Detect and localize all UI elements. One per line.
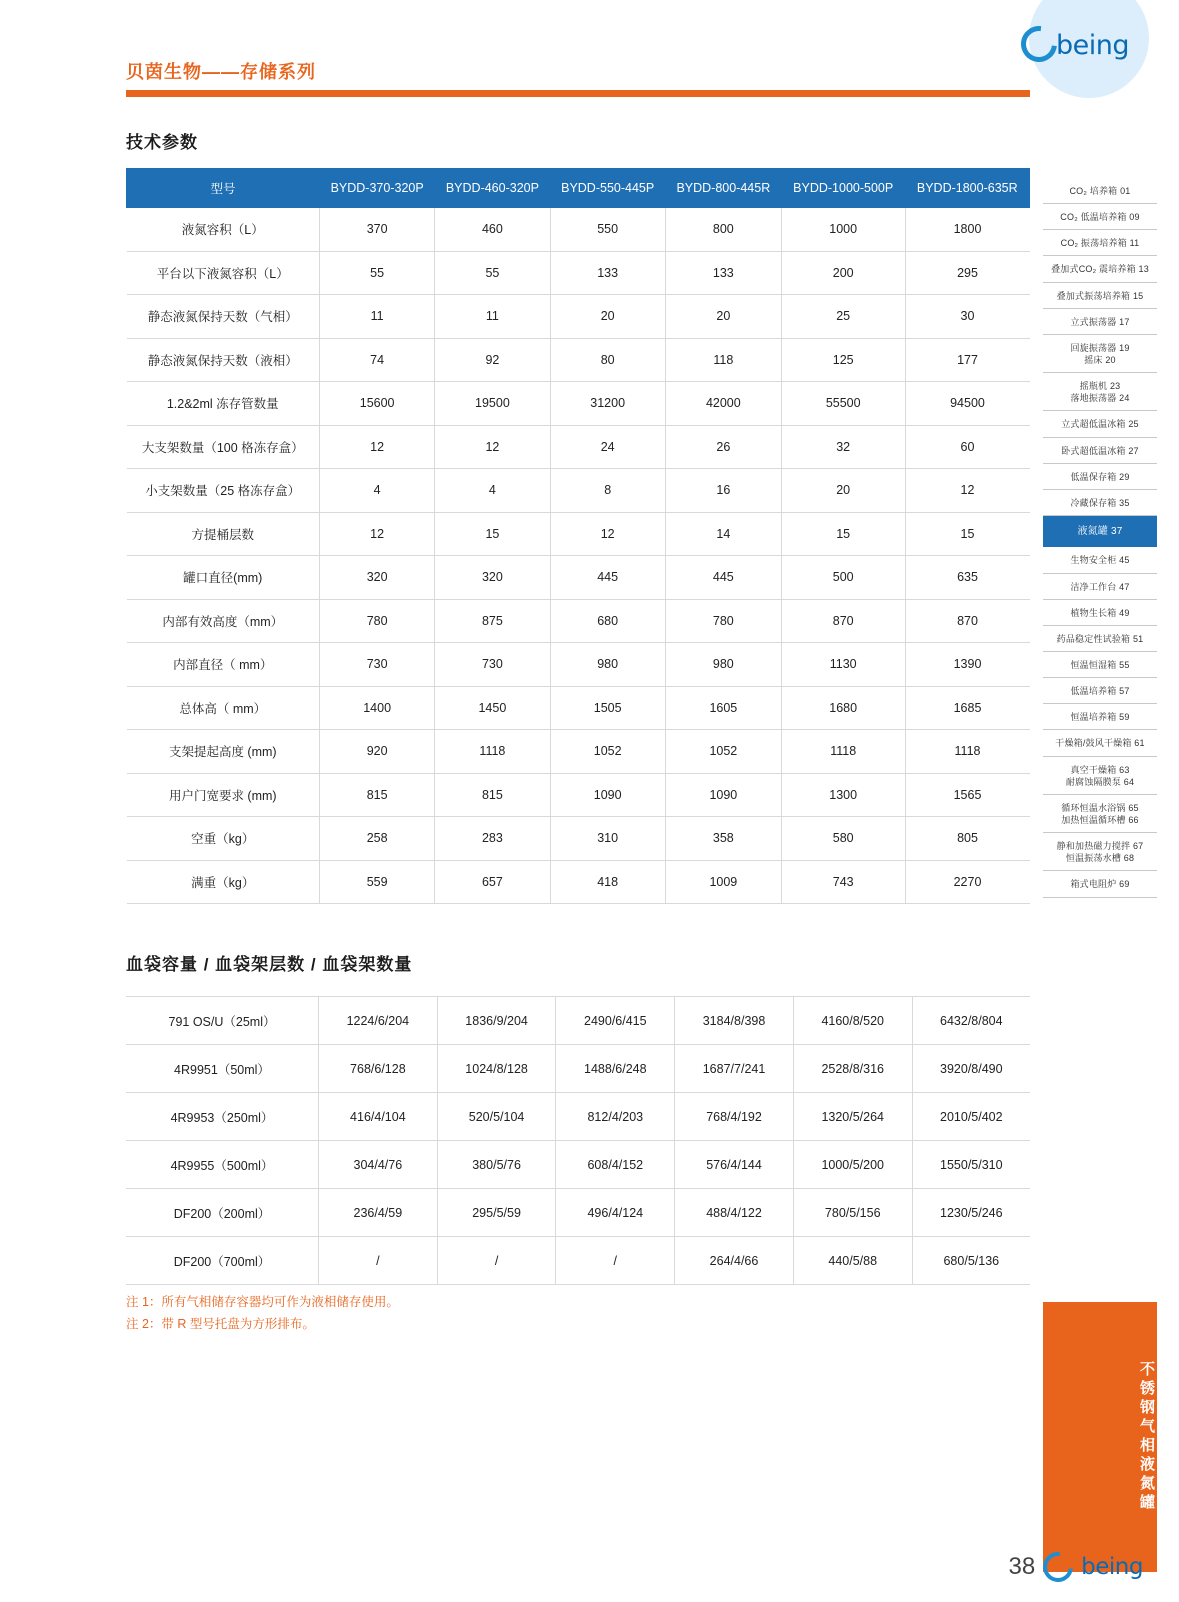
bloodbag-section-title: 血袋容量 / 血袋架层数 / 血袋架数量 [126,955,413,974]
row-value: 1000 [781,208,905,252]
row-value: 680 [550,599,665,643]
row-value: 25 [781,295,905,339]
table-row [126,1141,1030,1189]
rail-item-0[interactable] [1043,178,1157,204]
row-value: 304/4/76 [319,1141,438,1189]
row-value: 815 [320,773,435,817]
row-value: 3184/8/398 [675,997,794,1045]
rail-item-label: 循环恒温水浴锅 65 [1061,802,1139,813]
table-row [126,1189,1030,1237]
row-value: 177 [905,338,1030,382]
rail-item-7[interactable] [1043,373,1157,411]
row-label: 4R9951（50ml） [126,1045,319,1093]
row-value: 1800 [905,208,1030,252]
row-value: 1320/5/264 [793,1093,912,1141]
page-number: 38 [1008,1553,1036,1580]
row-label: 4R9953（250ml） [126,1093,319,1141]
rail-item-5[interactable] [1043,309,1157,335]
table-row [127,556,1030,600]
row-value: 20 [550,295,665,339]
table-row [127,295,1030,339]
row-label: 用户门宽要求 (mm) [127,773,320,817]
rail-item-label: 立式振荡器 17 [1070,316,1130,327]
row-value: 1024/8/128 [437,1045,556,1093]
rail-item-label: 静和加热磁力搅拌 67 [1056,841,1144,852]
rail-item-label: 回旋振荡器 19 [1070,342,1130,353]
rail-item-label: CO₂ 低温培养箱 09 [1060,212,1140,223]
footer-wordmark: being [1081,1554,1143,1580]
table-row [127,599,1030,643]
row-value: 118 [665,338,781,382]
row-value: 875 [435,599,550,643]
row-value: 60 [905,425,1030,469]
row-value: 815 [435,773,550,817]
row-value: 12 [905,469,1030,513]
row-value: 320 [320,556,435,600]
rail-item-14[interactable] [1043,574,1157,600]
row-value: 768/6/128 [319,1045,438,1093]
row-value: 80 [550,338,665,382]
row-value: 320 [435,556,550,600]
row-value: 24 [550,425,665,469]
rail-item-label: 箱式电阻炉 69 [1070,879,1130,890]
table-row [127,208,1030,252]
rail-item-9[interactable] [1043,438,1157,464]
row-value: 1052 [665,730,781,774]
rail-item-13[interactable] [1043,547,1157,573]
notes-block [126,1292,399,1336]
row-value: 500 [781,556,905,600]
row-value: 1052 [550,730,665,774]
row-value: 445 [665,556,781,600]
row-value: 980 [665,643,781,687]
row-value: 1565 [905,773,1030,817]
row-label: 总体高（ mm） [127,686,320,730]
row-value: 550 [550,208,665,252]
row-value: 440/5/88 [793,1237,912,1285]
row-value: 258 [320,817,435,861]
page-footer [1008,1532,1143,1602]
row-label: 小支架数量（25 格冻存盒） [127,469,320,513]
page-title: 贝茵生物——存储系列 [126,62,316,82]
row-value: 576/4/144 [675,1141,794,1189]
row-value: 94500 [905,382,1030,426]
category-index-rail [1043,178,1157,898]
specs-section-title: 技术参数 [126,133,198,152]
rail-item-3[interactable] [1043,256,1157,282]
rail-item-23[interactable] [1043,833,1157,871]
specs-header-cell: BYDD-1000-500P [781,169,905,208]
row-value: 780/5/156 [793,1189,912,1237]
table-row [126,1045,1030,1093]
row-value: 870 [781,599,905,643]
row-value: 30 [905,295,1030,339]
row-value: 283 [435,817,550,861]
row-value: 4 [320,469,435,513]
row-value: 133 [665,251,781,295]
rail-item-label: CO₂ 振荡培养箱 11 [1060,238,1140,249]
table-header-row [127,169,1030,208]
bloodbag-table [126,996,1030,1285]
rail-item-label: 落地振荡器 24 [1070,393,1130,404]
row-value: 2528/8/316 [793,1045,912,1093]
rail-item-1[interactable] [1043,204,1157,230]
row-label: 1.2&2ml 冻存管数量 [127,382,320,426]
row-value: 370 [320,208,435,252]
rail-item-label: 立式超低温冰箱 25 [1061,419,1139,430]
row-value: 1090 [550,773,665,817]
row-value: 12 [320,425,435,469]
row-label: 791 OS/U（25ml） [126,997,319,1045]
specs-header-cell: BYDD-370-320P [320,169,435,208]
row-value: / [556,1237,675,1285]
row-label: 4R9955（500ml） [126,1141,319,1189]
row-value: 780 [665,599,781,643]
table-row [127,512,1030,556]
row-value: 11 [320,295,435,339]
specs-header-cell: BYDD-800-445R [665,169,781,208]
row-value: 14 [665,512,781,556]
row-value: 1680 [781,686,905,730]
table-row [127,730,1030,774]
rail-item-10[interactable] [1043,464,1157,490]
row-value: 460 [435,208,550,252]
row-value: 1605 [665,686,781,730]
row-value: 8 [550,469,665,513]
row-value: / [437,1237,556,1285]
row-value: 1687/7/241 [675,1045,794,1093]
row-label: 空重（kg） [127,817,320,861]
row-value: 2270 [905,860,1030,904]
row-value: 310 [550,817,665,861]
row-value: 92 [435,338,550,382]
row-label: DF200（200ml） [126,1189,319,1237]
rail-item-label: 低温培养箱 57 [1070,686,1130,697]
row-value: 418 [550,860,665,904]
table-row [127,425,1030,469]
rail-item-label: 药品稳定性试验箱 51 [1056,633,1144,644]
row-value: 295 [905,251,1030,295]
specs-header-cell: BYDD-1800-635R [905,169,1030,208]
row-value: / [319,1237,438,1285]
row-value: 1130 [781,643,905,687]
row-label: 大支架数量（100 格冻存盒） [127,425,320,469]
row-value: 635 [905,556,1030,600]
row-value: 1685 [905,686,1030,730]
brand-logo [1023,0,1143,96]
rail-item-18[interactable] [1043,678,1157,704]
rail-item-16[interactable] [1043,626,1157,652]
row-value: 200 [781,251,905,295]
row-value: 657 [435,860,550,904]
row-value: 236/4/59 [319,1189,438,1237]
rail-item-label: 液氮罐 37 [1077,525,1123,537]
being-circle-logo-icon-footer [1037,1546,1079,1588]
rail-item-label: 植物生长箱 49 [1070,607,1130,618]
table-row [127,817,1030,861]
row-label: 平台以下液氮容积（L） [127,251,320,295]
row-label: 罐口直径(mm) [127,556,320,600]
row-value: 1550/5/310 [912,1141,1030,1189]
row-value: 11 [435,295,550,339]
table-row [127,773,1030,817]
row-value: 295/5/59 [437,1189,556,1237]
specs-header-cell: BYDD-460-320P [435,169,550,208]
rail-item-label: 干燥箱/鼓风干燥箱 61 [1055,738,1145,749]
rail-item-label: 恒温培养箱 59 [1070,712,1130,723]
header-divider [126,90,1030,97]
row-value: 1009 [665,860,781,904]
table-row [127,469,1030,513]
rail-item-label: 冷藏保存箱 35 [1070,497,1130,508]
row-value: 445 [550,556,665,600]
table-row [127,251,1030,295]
row-value: 42000 [665,382,781,426]
row-value: 580 [781,817,905,861]
rail-item-2[interactable] [1043,230,1157,256]
row-label: 满重（kg） [127,860,320,904]
row-value: 768/4/192 [675,1093,794,1141]
row-value: 12 [550,512,665,556]
row-value: 4160/8/520 [793,997,912,1045]
rail-item-22[interactable] [1043,795,1157,833]
row-value: 416/4/104 [319,1093,438,1141]
rail-item-label: 卧式超低温冰箱 27 [1061,445,1139,456]
table-row [126,1093,1030,1141]
row-value: 20 [665,295,781,339]
row-value: 15 [435,512,550,556]
row-value: 12 [435,425,550,469]
row-value: 16 [665,469,781,513]
table-row [127,686,1030,730]
row-label: 静态液氮保持天数（液相） [127,338,320,382]
specs-header-cell: 型号 [127,169,320,208]
row-value: 1836/9/204 [437,997,556,1045]
vertical-tab-label: 不锈钢气相液氮罐 [1138,1361,1155,1513]
rail-item-19[interactable] [1043,704,1157,730]
row-value: 1505 [550,686,665,730]
logo-wordmark: being [1055,30,1129,61]
rail-item-label: 叠加式振荡培养箱 15 [1056,290,1144,301]
row-label: 支架提起高度 (mm) [127,730,320,774]
row-value: 1118 [435,730,550,774]
row-value: 520/5/104 [437,1093,556,1141]
row-value: 15 [781,512,905,556]
rail-item-4[interactable] [1043,283,1157,309]
table-row [127,643,1030,687]
row-value: 800 [665,208,781,252]
table-row [126,1237,1030,1285]
specs-header-cell: BYDD-550-445P [550,169,665,208]
row-value: 1390 [905,643,1030,687]
rail-item-label: 加热恒温循环槽 66 [1061,815,1139,826]
table-row [127,860,1030,904]
table-row [127,338,1030,382]
row-label: 液氮容积（L） [127,208,320,252]
row-value: 488/4/122 [675,1189,794,1237]
specs-table [126,168,1030,904]
row-value: 2010/5/402 [912,1093,1030,1141]
rail-item-20[interactable] [1043,730,1157,756]
row-value: 12 [320,512,435,556]
rail-item-label: 摇瓶机 23 [1079,381,1121,392]
rail-item-label: 叠加式CO₂ 震培养箱 13 [1051,264,1149,275]
row-value: 608/4/152 [556,1141,675,1189]
rail-item-label: 真空干燥箱 63 [1070,764,1130,775]
rail-item-label: 低温保存箱 29 [1070,471,1130,482]
row-value: 1118 [781,730,905,774]
row-value: 559 [320,860,435,904]
row-label: DF200（700ml） [126,1237,319,1285]
row-value: 1090 [665,773,781,817]
row-value: 74 [320,338,435,382]
row-value: 125 [781,338,905,382]
row-value: 32 [781,425,905,469]
row-value: 2490/6/415 [556,997,675,1045]
note-1: 注 1：所有气相储存容器均可作为液相储存使用。 [126,1295,399,1309]
row-label: 静态液氮保持天数（气相） [127,295,320,339]
row-value: 20 [781,469,905,513]
row-value: 133 [550,251,665,295]
rail-item-8[interactable] [1043,411,1157,437]
row-value: 15 [905,512,1030,556]
row-value: 55500 [781,382,905,426]
row-value: 1400 [320,686,435,730]
row-value: 55 [435,251,550,295]
note-2: 注 2：带 R 型号托盘为方形排布。 [126,1316,315,1331]
row-label: 内部直径（ mm） [127,643,320,687]
row-value: 920 [320,730,435,774]
row-value: 730 [435,643,550,687]
row-value: 19500 [435,382,550,426]
rail-item-21[interactable] [1043,757,1157,795]
rail-item-label: 耐腐蚀隔膜泵 64 [1065,776,1135,787]
row-value: 730 [320,643,435,687]
row-value: 1450 [435,686,550,730]
rail-item-6[interactable] [1043,335,1157,373]
row-value: 55 [320,251,435,295]
row-value: 264/4/66 [675,1237,794,1285]
row-value: 980 [550,643,665,687]
row-value: 1300 [781,773,905,817]
row-label: 方提桶层数 [127,512,320,556]
rail-item-24[interactable] [1043,871,1157,897]
row-value: 1118 [905,730,1030,774]
rail-item-label: 洁净工作台 47 [1070,581,1130,592]
row-value: 15600 [320,382,435,426]
rail-item-15[interactable] [1043,600,1157,626]
row-value: 26 [665,425,781,469]
rail-item-label: 生物安全柜 45 [1070,555,1130,566]
row-value: 4 [435,469,550,513]
row-value: 805 [905,817,1030,861]
row-value: 780 [320,599,435,643]
row-value: 1224/6/204 [319,997,438,1045]
row-value: 1488/6/248 [556,1045,675,1093]
row-value: 680/5/136 [912,1237,1030,1285]
row-value: 31200 [550,382,665,426]
row-value: 1230/5/246 [912,1189,1030,1237]
row-value: 358 [665,817,781,861]
row-value: 1000/5/200 [793,1141,912,1189]
row-value: 496/4/124 [556,1189,675,1237]
row-value: 743 [781,860,905,904]
row-value: 812/4/203 [556,1093,675,1141]
row-value: 3920/8/490 [912,1045,1030,1093]
row-value: 870 [905,599,1030,643]
page-header [126,58,1030,97]
row-label: 内部有效高度（mm） [127,599,320,643]
rail-item-label: 恒温振荡水槽 68 [1065,853,1135,864]
rail-item-label: 恒温恒湿箱 55 [1070,660,1130,671]
rail-item-12[interactable] [1043,516,1157,548]
rail-item-17[interactable] [1043,652,1157,678]
table-row [126,997,1030,1045]
table-row [127,382,1030,426]
row-value: 6432/8/804 [912,997,1030,1045]
row-value: 380/5/76 [437,1141,556,1189]
rail-item-11[interactable] [1043,490,1157,516]
rail-item-label: CO₂ 培养箱 01 [1069,186,1131,196]
rail-item-label: 摇床 20 [1084,354,1116,365]
